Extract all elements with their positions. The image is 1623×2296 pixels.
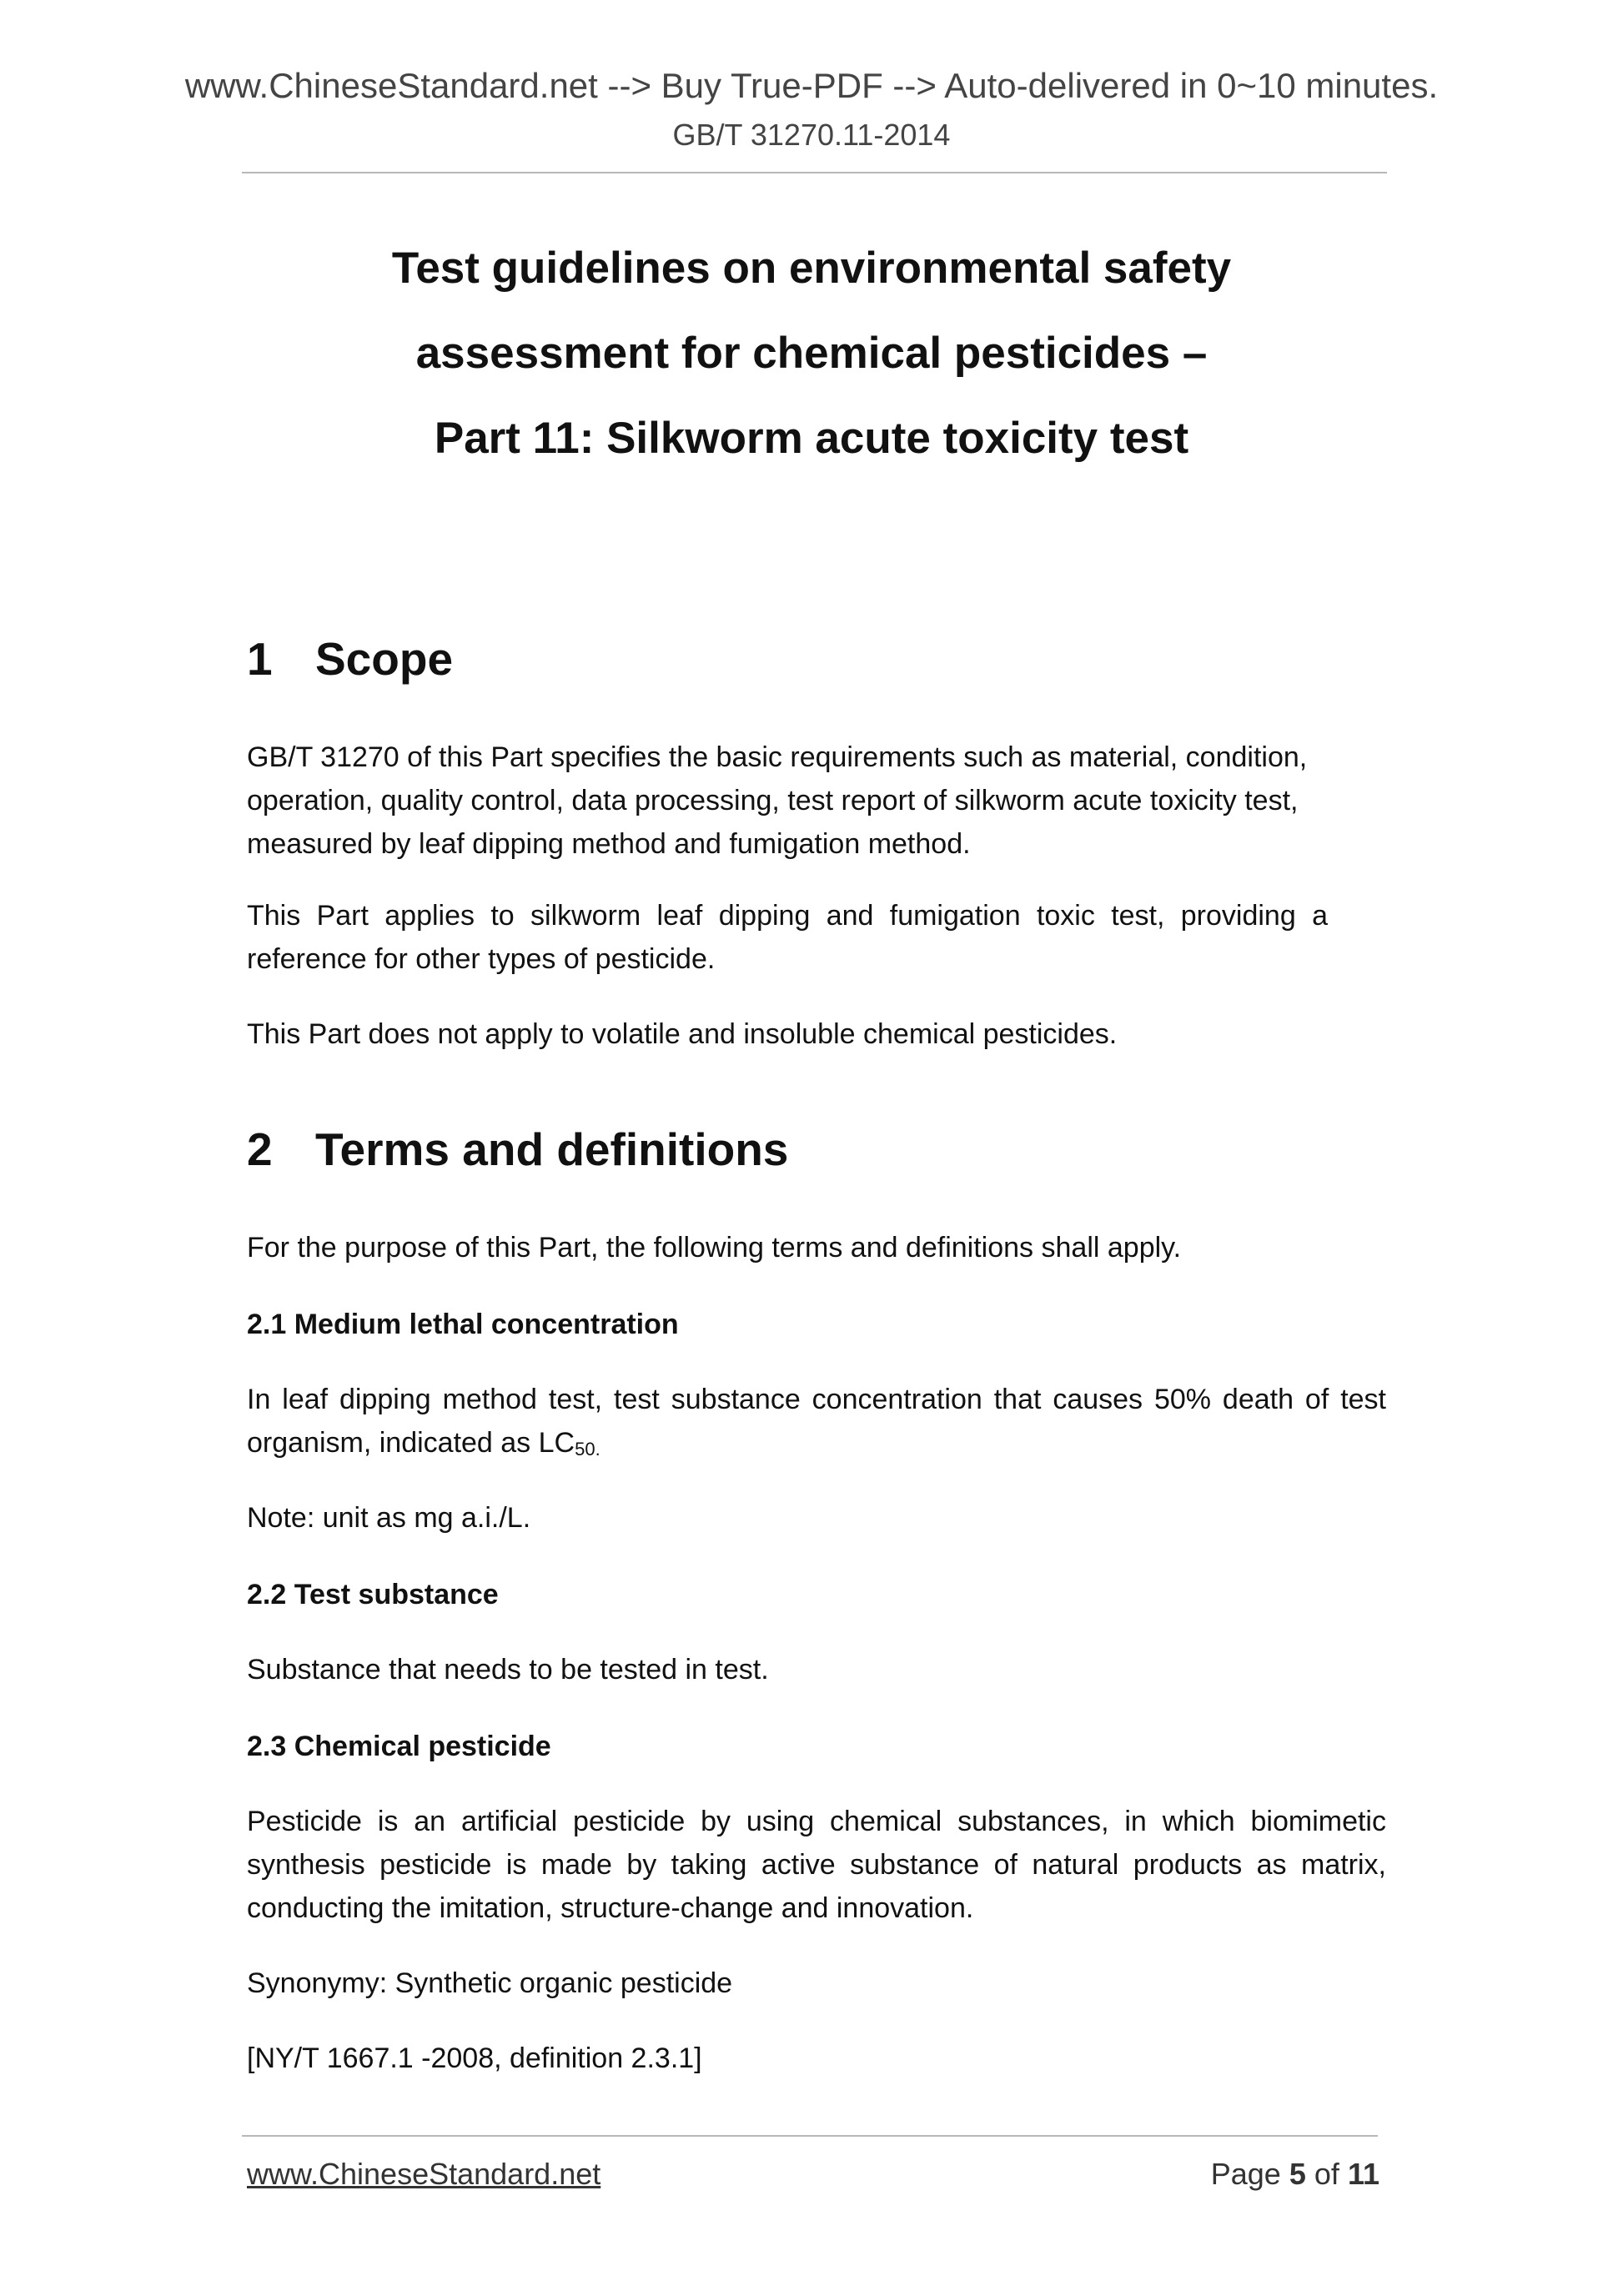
page-of: of: [1314, 2157, 1339, 2191]
terms-intro: For the purpose of this Part, the following terms and definitions shall apply.: [247, 1232, 1182, 1264]
term-2-2-definition: Substance that needs to be tested in test.: [247, 1654, 769, 1686]
term-2-3-reference: [NY/T 1667.1 -2008, definition 2.3.1]: [247, 2042, 702, 2074]
footer-divider: [242, 2135, 1378, 2137]
term-2-1-subscript: 50.: [575, 1439, 600, 1459]
section-2-title: Terms and definitions: [315, 1123, 789, 1175]
page-total: 11: [1347, 2157, 1379, 2191]
header-divider: [242, 172, 1387, 173]
scope-paragraph-1: GB/T 31270 of this Part specifies the basic requirements such as material, condition, operation, quality control, data processing, test report of silkworm acute toxicity test, measured by leaf dipping method and fumigation method.: [247, 741, 1308, 860]
footer-website-link[interactable]: www.ChineseStandard.net: [247, 2157, 601, 2191]
document-title-line-3: Part 11: Silkworm acute toxicity test: [434, 414, 1189, 463]
page-current: 5: [1289, 2157, 1306, 2191]
term-2-1-note: Note: unit as mg a.i./L.: [247, 1502, 531, 1534]
section-2-heading: [247, 1123, 788, 1176]
section-1-number: 1: [247, 633, 273, 685]
term-2-1-definition: [247, 1378, 1386, 1465]
term-2-2-heading: 2.2 Test substance: [247, 1579, 499, 1610]
document-title-line-1: Test guidelines on environmental safety: [391, 244, 1232, 293]
term-2-1-text: In leaf dipping method test, test substance concentration that causes 50% death of test organism, indicated as LC: [247, 1384, 1386, 1459]
header-standard-code: GB/T 31270.11-2014: [672, 118, 951, 152]
footer-page-number: [1211, 2156, 1379, 2193]
section-1-heading: [247, 632, 453, 686]
scope-paragraph-2: This Part applies to silkworm leaf dipping and fumigation toxic test, providing a reference for other types of pesticide.: [247, 900, 1328, 975]
term-2-3-heading: 2.3 Chemical pesticide: [247, 1731, 551, 1762]
term-2-3-definition: Pesticide is an artificial pesticide by using chemical substances, in which biomimetic synthesis pesticide is made by taking active substance of natural products as matrix, conducting the imitation, structure-change and innovation.: [247, 1806, 1386, 1924]
section-1-title: Scope: [315, 633, 454, 685]
term-2-1-heading: 2.1 Medium lethal concentration: [247, 1309, 679, 1340]
term-2-3-synonym: Synonymy: Synthetic organic pesticide: [247, 1967, 733, 1999]
header-banner[interactable]: www.ChineseStandard.net --> Buy True-PDF --> Auto-delivered in 0~10 minutes.: [184, 66, 1439, 105]
scope-paragraph-3: This Part does not apply to volatile and insoluble chemical pesticides.: [247, 1018, 1118, 1050]
document-title-line-2: assessment for chemical pesticides –: [415, 329, 1208, 378]
section-2-number: 2: [247, 1123, 273, 1175]
page-prefix: Page: [1210, 2157, 1281, 2191]
